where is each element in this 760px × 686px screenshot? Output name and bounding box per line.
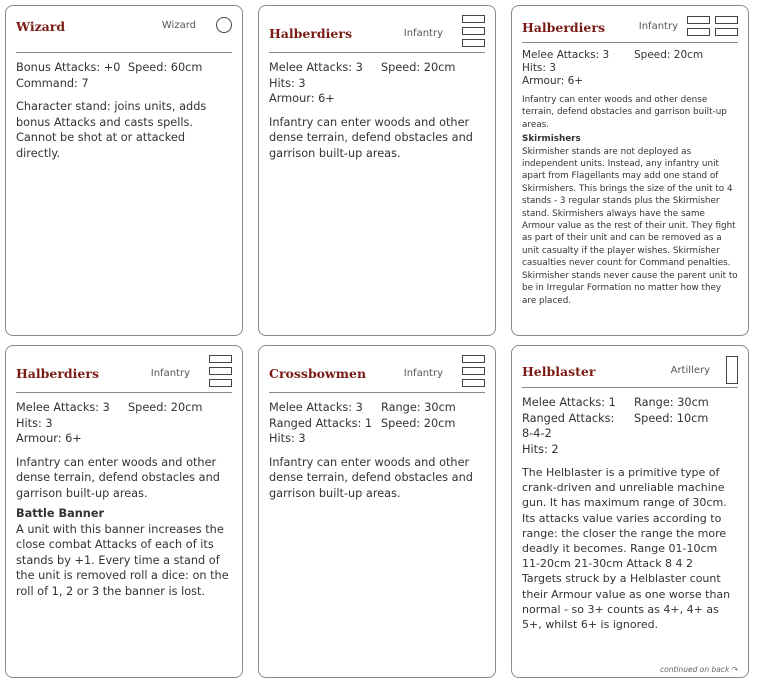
stat-hits: Hits: 3 xyxy=(269,432,306,445)
unit-description: Infantry can enter woods and other dense terrain, defend obstacles and garrison built-up areas. xyxy=(269,455,473,500)
unit-type: Wizard xyxy=(161,20,196,31)
stat-block xyxy=(269,61,485,108)
stat-melee-attacks: Melee Attacks: 3 xyxy=(269,61,363,74)
hit-box-icon xyxy=(462,15,485,23)
stat-melee-attacks: Melee Attacks: 3 xyxy=(522,49,610,61)
stat-hits: Hits: 3 xyxy=(269,76,306,90)
stat-ranged-attacks-value: 8-4-2 xyxy=(522,427,552,440)
unit-type: Infantry xyxy=(403,28,443,39)
stat-command: Command: 7 xyxy=(16,76,89,90)
unit-special-rule: Targets struck by a Helblaster count their Armour value as one worse than normal - so 3+ counts as 4+, 4+ as 5+, whilst 6+ is ignored. xyxy=(522,572,731,632)
unit-description: The Helblaster is a primitive type of crank-driven and unreliable machine gun. It has maximum range of 30cm. Its attacks value varies according to range: the closer the range the more deadly it becomes. Range 01-10cm 11-20cm 21-30cm Attack 8 4 2 xyxy=(522,466,727,571)
hit-box-icon xyxy=(715,28,738,36)
stat-hits: Hits: 2 xyxy=(522,442,559,456)
stat-speed: Speed: 60cm xyxy=(128,61,203,74)
hit-box-icon xyxy=(726,356,738,384)
unit-type: Infantry xyxy=(403,368,443,379)
stat-block xyxy=(16,401,232,448)
stat-hits: Hits: 3 xyxy=(522,62,556,74)
card-header xyxy=(16,346,232,393)
rule-title: Battle Banner xyxy=(16,507,105,520)
hit-box-icon xyxy=(462,355,485,363)
continued-note: continued on back ↷ xyxy=(660,665,738,674)
unit-name: Halberdiers xyxy=(269,26,353,41)
wound-circle-icon xyxy=(216,17,232,33)
unit-name: Halberdiers xyxy=(16,366,100,381)
unit-name: Helblaster xyxy=(522,364,596,379)
stat-speed: Speed: 20cm xyxy=(381,416,456,430)
stat-block xyxy=(16,61,232,92)
hit-box-icon xyxy=(209,379,232,387)
stat-speed: Speed: 20cm xyxy=(381,61,456,74)
unit-card-halberdiers-banner xyxy=(5,345,243,678)
unit-card-wizard xyxy=(5,5,243,336)
stat-melee-attacks: Melee Attacks: 1 xyxy=(522,396,616,409)
hit-box-icon xyxy=(687,28,710,36)
card-header xyxy=(16,6,232,53)
stat-hits: Hits: 3 xyxy=(16,416,53,430)
stat-range: Range: 30cm xyxy=(634,396,709,409)
stat-speed: Speed: 20cm xyxy=(128,401,203,414)
unit-description: Infantry can enter woods and other dense terrain, defend obstacles and garrison built-up areas. xyxy=(269,115,473,160)
card-header xyxy=(269,6,485,53)
unit-type: Infantry xyxy=(638,21,678,32)
hit-box-icon xyxy=(462,367,485,375)
stat-melee-attacks: Melee Attacks: 3 xyxy=(269,401,363,414)
hit-box-icon xyxy=(209,367,232,375)
hit-box-icon xyxy=(462,27,485,35)
stat-block xyxy=(522,396,738,458)
hit-box-icon xyxy=(209,355,232,363)
unit-card-halberdiers-skirmishers xyxy=(511,5,749,336)
stat-block xyxy=(269,401,485,448)
unit-type: Artillery xyxy=(670,365,710,376)
stat-speed: Speed: 20cm xyxy=(634,49,704,61)
stat-melee-attacks: Melee Attacks: 3 xyxy=(16,401,110,414)
rule-title: Skirmishers xyxy=(522,134,581,145)
unit-name: Crossbowmen xyxy=(269,366,367,381)
stat-speed: Speed: 10cm xyxy=(634,411,709,425)
card-header xyxy=(269,346,485,393)
stat-armour: Armour: 6+ xyxy=(16,432,82,445)
stat-range: Range: 30cm xyxy=(381,401,456,414)
unit-card-halberdiers xyxy=(258,5,496,336)
card-header xyxy=(522,6,738,43)
stat-bonus-attacks: Bonus Attacks: +0 xyxy=(16,61,121,74)
stat-ranged-attacks: Ranged Attacks: 1 xyxy=(269,416,373,430)
stat-armour: Armour: 6+ xyxy=(269,92,335,105)
stat-armour: Armour: 6+ xyxy=(522,75,584,87)
unit-name: Halberdiers xyxy=(522,20,606,35)
unit-type: Infantry xyxy=(150,368,190,379)
card-header xyxy=(522,346,738,388)
unit-description: Character stand: joins units, adds bonus Attacks and casts spells. Cannot be shot at or attacked directly. xyxy=(16,100,207,160)
unit-card-helblaster xyxy=(511,345,749,678)
unit-description: Infantry can enter woods and other dense terrain, defend obstacles and garrison built-up areas. xyxy=(16,455,220,500)
unit-description: Infantry can enter woods and other dense terrain, defend obstacles and garrison built-up areas. xyxy=(522,95,727,130)
stat-ranged-attacks: Ranged Attacks: xyxy=(522,411,615,425)
unit-card-crossbowmen xyxy=(258,345,496,678)
hit-box-icon xyxy=(687,16,710,24)
hit-box-icon xyxy=(462,39,485,47)
hit-box-icon xyxy=(462,379,485,387)
rule-text: A unit with this banner increases the close combat Attacks of each of its stands by +1. Every time a stand of the unit is removed roll a dice: on the roll of 1, 2 or 3 the banner is lost. xyxy=(16,522,229,598)
hit-box-icon xyxy=(715,16,738,24)
stat-block xyxy=(522,49,738,88)
rule-text: Skirmisher stands are not deployed as independent units. Instead, any infantry unit apart from Flagellants may add one stand of Skirmishers. This brings the size of the unit to 4 stands - 3 regular stands plus the Skirmisher stand. Skirmishers always have the same Armour value as the rest of their unit. They fight as part of their unit and can be removed as a unit casualty if the player wishes. Skirmisher casualties never count for Command penalties. Skirmisher stands never cause the parent unit to be in Irregular Formation no matter how they are placed. xyxy=(522,146,738,306)
unit-name: Wizard xyxy=(16,19,66,34)
